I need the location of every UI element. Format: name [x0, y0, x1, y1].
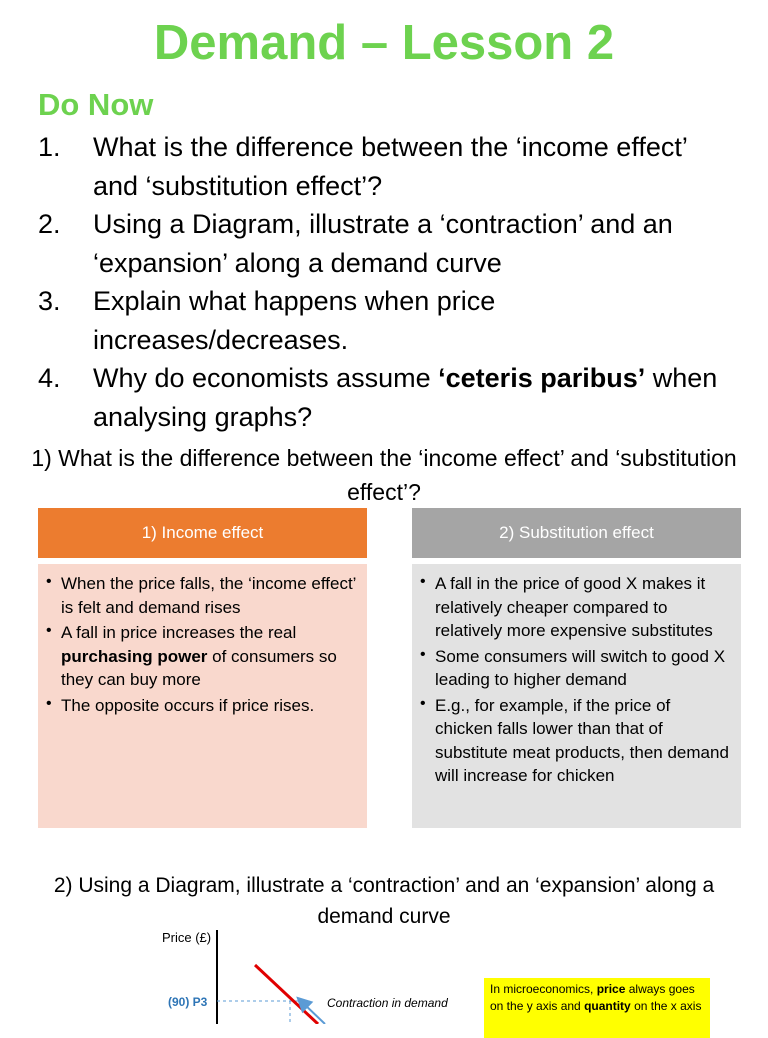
- bullet-text: A fall in price increases the real: [61, 623, 297, 642]
- note-quantity-term: quantity: [584, 999, 631, 1013]
- substitution-effect-panel: [412, 508, 741, 828]
- question-number: 4.: [38, 363, 61, 393]
- ceteris-paribus-term: ‘ceteris paribus’: [438, 363, 646, 393]
- question-text-part: when analysing graphs?: [93, 363, 718, 432]
- question-text: [93, 359, 738, 436]
- bullet-item: • Some consumers will switch to good X leading to higher demand: [420, 645, 731, 692]
- question1-header: 1) What is the difference between the ‘income effect’ and ‘substitution effect’?: [31, 445, 737, 505]
- question-text: Using a Diagram, illustrate a ‘contraction’ and an ‘expansion’ along a demand curve: [93, 209, 673, 278]
- note-price-term: price: [596, 982, 626, 996]
- contraction-label: Contraction in demand: [327, 996, 448, 1010]
- question-text: Explain what happens when price increases/decreases.: [93, 286, 496, 355]
- slide-title: Demand – Lesson 2: [153, 16, 615, 70]
- bullet-item: • The opposite occurs if price rises.: [46, 694, 357, 718]
- purchasing-power-term: purchasing power: [61, 646, 208, 666]
- question-item: [38, 359, 738, 436]
- note-text: on the x axis: [630, 999, 702, 1013]
- question-number: 3.: [38, 286, 61, 316]
- substitution-effect-heading: 2) Substitution effect: [412, 508, 741, 558]
- question2-header: 2) Using a Diagram, illustrate a ‘contraction’ and an ‘expansion’ along a demand curve: [53, 874, 715, 928]
- do-now-heading: Do Now: [38, 87, 154, 122]
- substitution-effect-body: [412, 564, 741, 828]
- axis-note: [484, 978, 710, 1038]
- income-effect-body: [38, 564, 367, 828]
- income-effect-heading: 1) Income effect: [38, 508, 367, 558]
- y-axis-label: Price (£): [162, 930, 212, 945]
- question-item: [38, 282, 738, 359]
- note-text: always goes on the y axis and: [490, 982, 695, 1013]
- note-text: In microeconomics,: [490, 982, 597, 996]
- bullet-item: • When the price falls, the ‘income effect’ is felt and demand rises: [46, 572, 357, 619]
- do-now-question-list: [38, 128, 738, 436]
- bullet-text: of consumers so they can buy more: [61, 646, 337, 689]
- question-text-part: Why do economists assume: [93, 363, 439, 393]
- bullet-item: • A fall in the price of good X makes it relatively cheaper compared to relatively more expensive substitutes: [420, 572, 731, 643]
- bullet-item: [46, 621, 357, 692]
- question-item: [38, 128, 738, 205]
- demand-curve: [255, 965, 318, 1024]
- bullet-item: • E.g., for example, if the price of chicken falls lower than that of substitute meat products, then demand will increase for chicken: [420, 694, 731, 788]
- question-number: 2.: [38, 209, 61, 239]
- income-effect-panel: [38, 508, 367, 828]
- p3-price-label: (90) P3: [168, 995, 208, 1009]
- question-number: 1.: [38, 132, 61, 162]
- question-text: What is the difference between the ‘income effect’ and ‘substitution effect’?: [93, 132, 687, 201]
- question-item: [38, 205, 738, 282]
